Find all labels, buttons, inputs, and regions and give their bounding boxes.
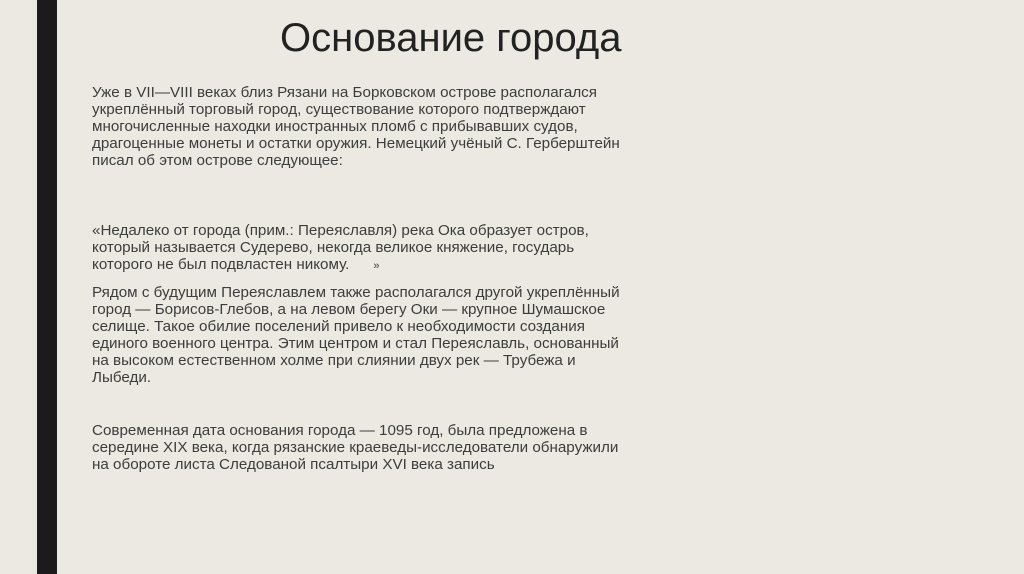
paragraph-intro: Уже в VII—VIII веках близ Рязани на Борковском острове располагался укреплённый торговый город, существование которого подтверждают многочисленные находки иностранных пломб с прибывавших судов, драгоценные монеты и остатки оружия. Немецкий учёный С. Герберштейн писал об этом острове следующее: (92, 84, 620, 169)
quote-text: «Недалеко от города (прим.: Переяславля) река Ока образует остров, который называется Судерево, некогда великое княжение, государь которого не был подвластен никому. (92, 222, 589, 273)
quote-close-mark: » (373, 260, 380, 272)
paragraph-settlements: Рядом с будущим Переяславлем также располагался другой укреплённый город — Борисов-Глебов, а на левом берегу Оки — крупное Шумашское селище. Такое обилие поселений привело к необходимости создания единого военного центра. Этим центром и стал Переяславль, основанный на высоком естественном холме при слиянии двух рек — Трубежа и Лыбеди. (92, 284, 620, 386)
accent-bar (37, 0, 57, 574)
paragraph-founding-date: Современная дата основания города — 1095 год, была предложена в середине XIX века, когда рязанские краеведы-исследователи обнаружили на обороте листа Следованой псалтыри XVI века запись (92, 422, 619, 473)
paragraph-quote (92, 222, 637, 275)
slide-title: Основание города (280, 16, 622, 60)
